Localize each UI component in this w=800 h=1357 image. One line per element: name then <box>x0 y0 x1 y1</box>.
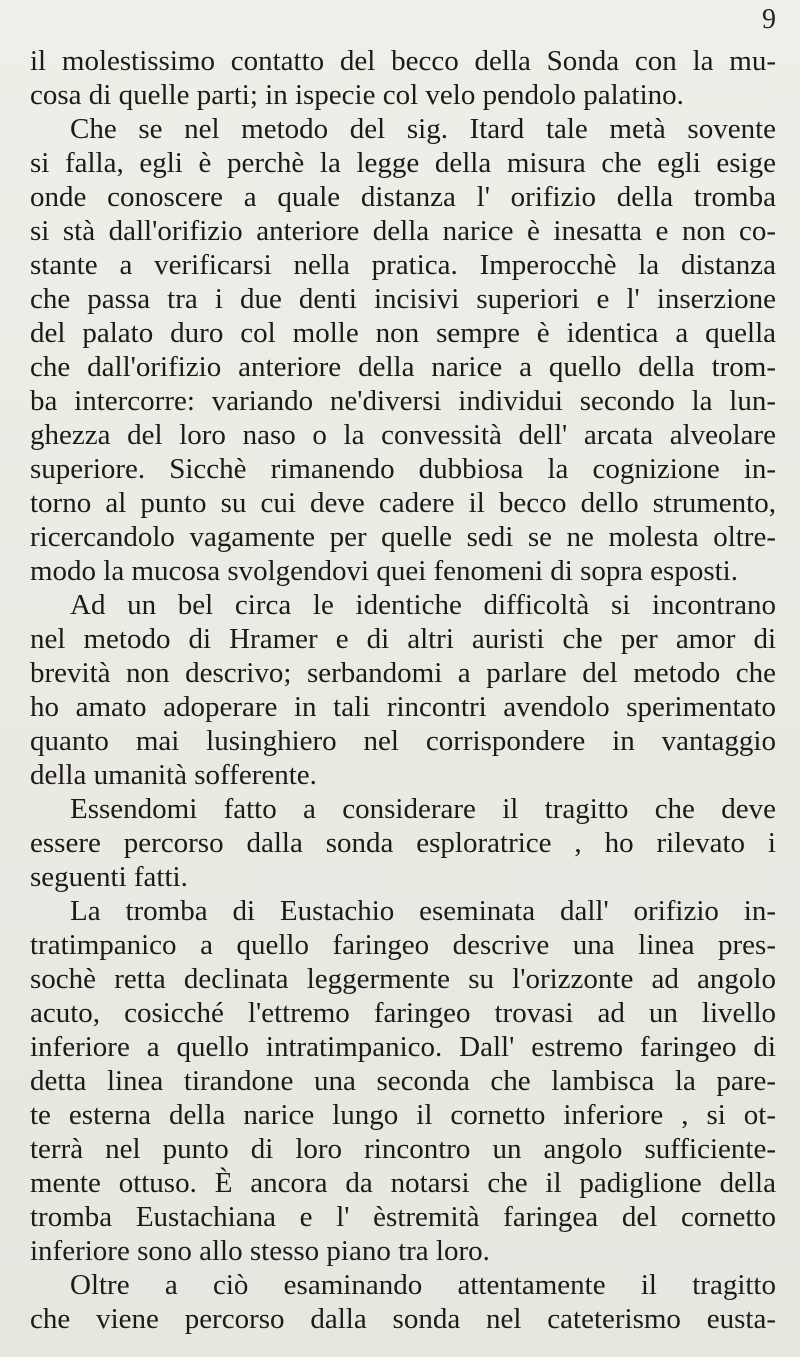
text-line: Essendomi fatto a considerare il tragitto che deve <box>70 793 776 825</box>
text-line: Ad un bel circa le identiche difficoltà si incontrano <box>70 589 776 621</box>
text-line: La tromba di Eustachio eseminata dall' orifizio in- <box>70 895 776 927</box>
text-line: seguenti fatti. <box>30 861 188 893</box>
text-line: quanto mai lusinghiero nel corrispondere in vantaggio <box>30 725 776 757</box>
text-line: si falla, egli è perchè la legge della misura che egli esige <box>30 147 776 179</box>
text-line: ricercandolo vagamente per quelle sedi se ne molesta oltre- <box>30 521 776 553</box>
text-line: inferiore sono allo stesso piano tra loro. <box>30 1235 490 1267</box>
text-line: cosa di quelle parti; in ispecie col velo pendolo palatino. <box>30 79 684 111</box>
text-line: ghezza del loro naso o la convessità dell' arcata alveolare <box>30 419 776 451</box>
text-line: onde conoscere a quale distanza l' orifizio della tromba <box>30 181 776 213</box>
text-line: Oltre a ciò esaminando attentamente il tragitto <box>70 1269 776 1301</box>
text-line: tromba Eustachiana e l' èstremità faringea del cornetto <box>30 1201 776 1233</box>
text-line: te esterna della narice lungo il cornetto inferiore , si ot- <box>30 1099 776 1131</box>
text-line: della umanità sofferente. <box>30 759 317 791</box>
text-line: del palato duro col molle non sempre è identica a quella <box>30 317 776 349</box>
text-line: Che se nel metodo del sig. Itard tale metà sovente <box>70 113 776 145</box>
text-line: che passa tra i due denti incisivi superiori e l' inserzione <box>30 283 776 315</box>
text-line: tratimpanico a quello faringeo descrive una linea pres- <box>30 929 776 961</box>
text-line: detta linea tirandone una seconda che lambisca la pare- <box>30 1065 776 1097</box>
text-line: ho amato adoperare in tali rincontri avendolo sperimentato <box>30 691 776 723</box>
body-text <box>30 44 776 1336</box>
text-line: inferiore a quello intratimpanico. Dall' estremo faringeo di <box>30 1031 776 1063</box>
text-line: nel metodo di Hramer e di altri auristi che per amor di <box>30 623 776 655</box>
text-line: mente ottuso. È ancora da notarsi che il padiglione della <box>30 1167 776 1199</box>
text-line: che dall'orifizio anteriore della narice a quello della trom- <box>30 351 776 383</box>
text-line: essere percorso dalla sonda esploratrice , ho rilevato i <box>30 827 776 859</box>
text-line: il molestissimo contatto del becco della Sonda con la mu- <box>30 45 776 77</box>
text-line: superiore. Sicchè rimanendo dubbiosa la cognizione in- <box>30 453 776 485</box>
page-number: 9 <box>762 4 776 35</box>
text-line: acuto, cosicché l'ettremo faringeo trovasi ad un livello <box>30 997 776 1029</box>
text-line: stante a verificarsi nella pratica. Imperocchè la distanza <box>30 249 776 281</box>
text-line: modo la mucosa svolgendovi quei fenomeni di sopra esposti. <box>30 555 738 587</box>
text-line: che viene percorso dalla sonda nel cateterismo eusta- <box>30 1303 776 1335</box>
text-line: torno al punto su cui deve cadere il becco dello strumento, <box>30 487 776 519</box>
text-line: ba intercorre: variando ne'diversi individui secondo la lun- <box>30 385 776 417</box>
text-line: sochè retta declinata leggermente su l'orizzonte ad angolo <box>30 963 776 995</box>
text-line: brevità non descrivo; serbandomi a parlare del metodo che <box>30 657 776 689</box>
text-line: si stà dall'orifizio anteriore della narice è inesatta e non co- <box>30 215 776 247</box>
text-line: terrà nel punto di loro rincontro un angolo sufficiente- <box>30 1133 776 1165</box>
